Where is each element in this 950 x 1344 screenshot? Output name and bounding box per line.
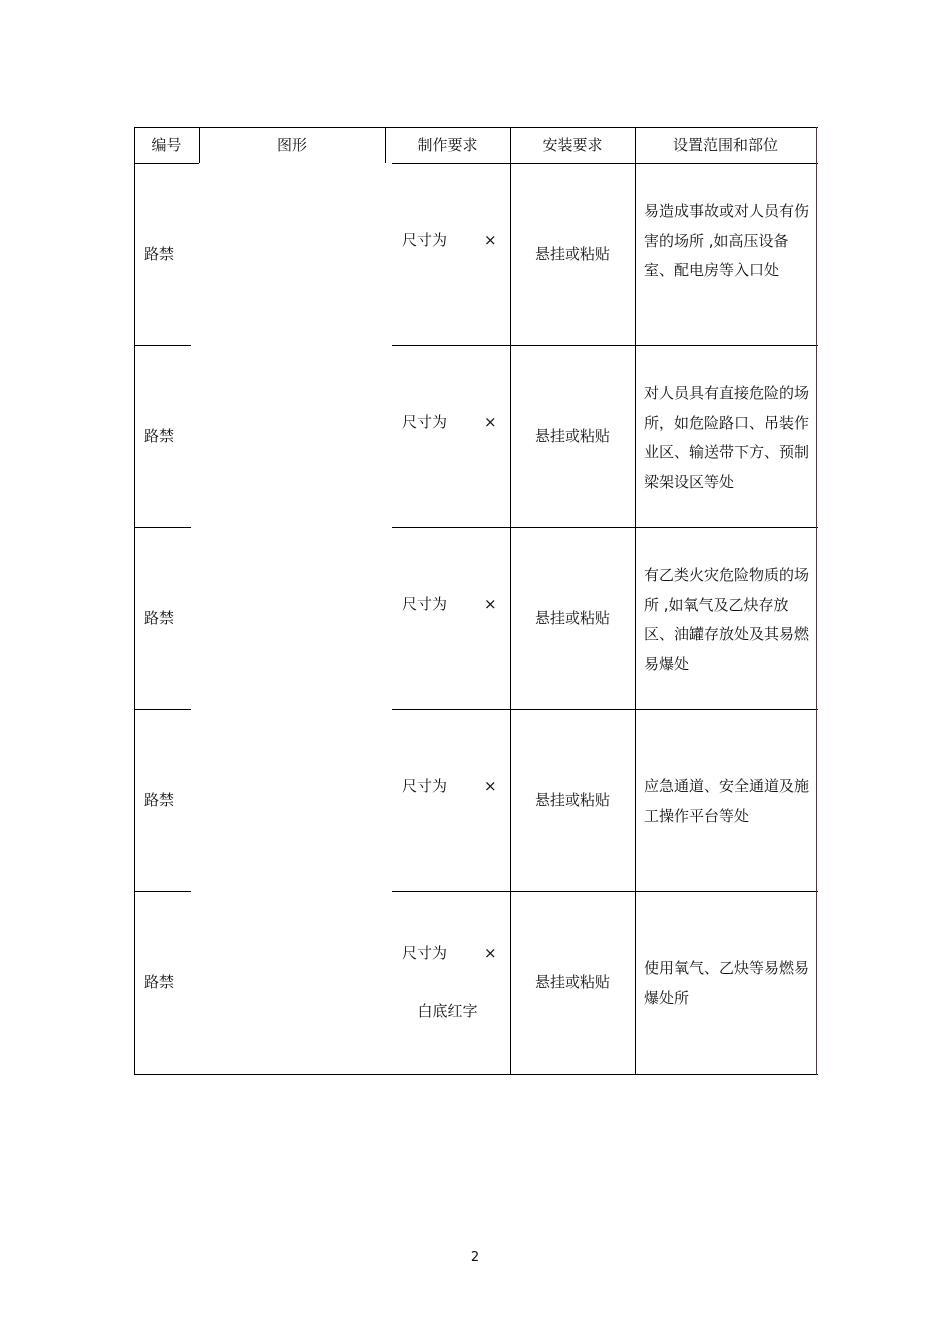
header-bottom-border [392, 163, 818, 164]
row-scope: 有乙类火灾危险物质的场所 ,如氧气及乙炔存放区、油罐存放处及其易燃易爆处 [644, 566, 810, 673]
row-divider [134, 709, 191, 710]
row-size: 尺寸为 [402, 944, 448, 962]
row-divider [134, 891, 191, 892]
row-divider [134, 527, 191, 528]
row-times-sign: × [484, 595, 497, 613]
column-divider [510, 127, 511, 1075]
row-divider [392, 345, 818, 346]
header-scope: 设置范围和部位 [672, 136, 778, 154]
row-divider [392, 527, 818, 528]
header-id: 编号 [151, 136, 182, 154]
header-bottom-border [134, 163, 199, 164]
row-size: 尺寸为 [402, 231, 448, 249]
row-size: 尺寸为 [402, 595, 448, 613]
row-scope: 易造成事故或对人员有伤害的场所 ,如高压设备室、配电房等入口处 [644, 202, 810, 279]
row-scope: 应急通道、安全通道及施工操作平台等处 [644, 777, 810, 825]
page-number: 2 [470, 1250, 480, 1265]
header-installation: 安装要求 [542, 136, 603, 154]
row-times-sign: × [484, 777, 497, 795]
table-top-border [134, 127, 818, 128]
table-left-border [134, 127, 135, 1075]
table-right-border [816, 127, 817, 1075]
row-install: 悬挂或粘贴 [534, 973, 610, 991]
row-times-sign: × [484, 944, 497, 962]
row-id: 路禁 [144, 427, 175, 445]
row-size: 尺寸为 [402, 777, 448, 795]
row-scope: 使用氧气、乙炔等易燃易爆处所 [644, 959, 810, 1007]
row-size: 尺寸为 [402, 413, 448, 431]
row-divider [392, 891, 818, 892]
column-divider [635, 127, 636, 1075]
row-id: 路禁 [144, 973, 175, 991]
row-install: 悬挂或粘贴 [534, 609, 610, 627]
row-install: 悬挂或粘贴 [534, 791, 610, 809]
table-bottom-border [134, 1074, 818, 1075]
row-scope: 对人员具有直接危险的场所，如危险路口、吊装作业区、输送带下方、预制梁架设区等处 [644, 384, 810, 491]
row-install: 悬挂或粘贴 [534, 245, 610, 263]
row-divider [134, 345, 191, 346]
header-graphic: 图形 [276, 136, 307, 154]
header-production: 制作要求 [417, 136, 478, 154]
row-divider [392, 709, 818, 710]
row-color-spec: 白底红字 [417, 1002, 478, 1020]
row-id: 路禁 [144, 791, 175, 809]
row-times-sign: × [484, 231, 497, 249]
row-install: 悬挂或粘贴 [534, 427, 610, 445]
row-id: 路禁 [144, 245, 175, 263]
row-times-sign: × [484, 413, 497, 431]
row-id: 路禁 [144, 609, 175, 627]
